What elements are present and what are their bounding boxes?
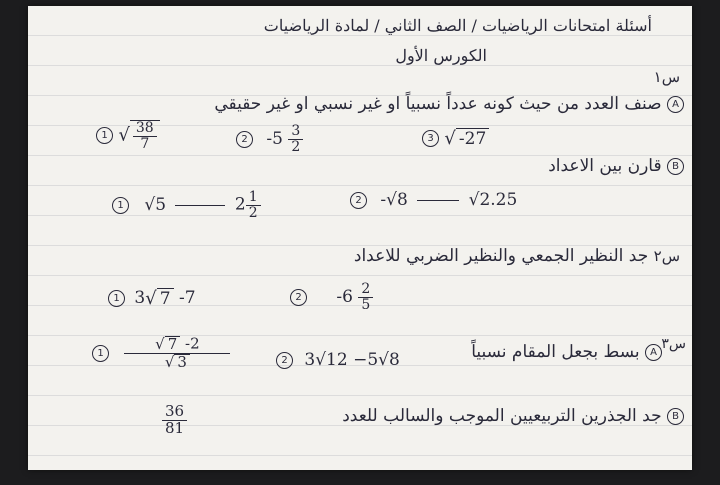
worksheet-subtitle: الكورس الأول — [395, 46, 487, 65]
q3b-denominator: 81 — [165, 418, 185, 437]
q1b-item-1-whole: 2 — [234, 194, 246, 215]
q1a-item-3-number: 3 — [422, 130, 439, 147]
q1b-item-1-number: 1 — [112, 197, 129, 214]
q1b-item-1 — [112, 190, 261, 220]
q1a-item-1-numerator: 38 — [133, 121, 157, 137]
q1a-text: صنف العدد من حيث كونه عدداً نسبياً او غير نسبي او غير حقيقي — [214, 94, 662, 114]
q2-item-1-radicand: 7 — [157, 288, 174, 309]
q1b-badge: B — [667, 158, 684, 175]
q1-label: س١ — [653, 68, 680, 86]
q1a-item-2-numerator: 3 — [288, 124, 303, 140]
q1a-item-3: 3 √ -27 — [422, 128, 489, 149]
q1b-instruction — [548, 156, 684, 176]
q2-label: س٢ — [653, 247, 680, 265]
q3a-item-1-number: 1 — [92, 345, 109, 362]
q3a-item-1-num-radicand: 7 — [165, 336, 181, 353]
q3b-badge: B — [667, 408, 684, 425]
q1a-item-1-radical: √ $\frac{38}{7}$ — [118, 120, 159, 151]
q3a-item-1-num-term: -2 — [185, 334, 200, 353]
q1a-item-2-denominator: 2 — [291, 138, 301, 155]
q1a-item-1-number: 1 — [96, 127, 113, 144]
q1a-badge: A — [667, 96, 684, 113]
q2-item-2-whole: -6 — [336, 286, 353, 307]
q1b-item-2 — [350, 190, 517, 210]
q2-item-1-term: -7 — [178, 288, 196, 308]
q3-label: س٣ — [661, 336, 686, 352]
q3a-instruction — [471, 342, 662, 362]
q3a-item-2-expression: 3√12 −5√8 — [304, 350, 400, 370]
q1b-item-1-numerator: 1 — [246, 190, 261, 206]
q1a-item-2-whole: -5 — [266, 128, 283, 149]
q1a-item-1-denominator: 7 — [140, 135, 150, 152]
q1a-item-2 — [236, 124, 303, 154]
q3a-item-2-number: 2 — [276, 352, 293, 369]
q1a-item-1 — [96, 120, 160, 151]
q3a-badge: A — [645, 344, 662, 361]
q3b-instruction — [342, 406, 684, 426]
q2-item-2-number: 2 — [290, 289, 307, 306]
q1b-item-1-denominator: 2 — [248, 204, 258, 221]
q3b-value — [162, 404, 187, 437]
q2-item-2 — [290, 282, 373, 312]
q1a-item-2-number: 2 — [236, 131, 253, 148]
q2-item-2-denominator: 5 — [361, 296, 371, 313]
q2-item-1-coefficient: 3 — [134, 288, 146, 308]
q1b-item-2-left: -√8 — [380, 190, 408, 210]
q2-item-1: 1 3√ 7 -7 — [108, 288, 196, 309]
q3a-text: بسط بجعل المقام نسبياً — [471, 342, 640, 362]
worksheet-title: أسئلة امتحانات الرياضيات / الصف الثاني / لمادة الرياضيات — [263, 16, 652, 35]
q1a-instruction — [214, 94, 684, 114]
q1b-item-2-right: √2.25 — [468, 190, 518, 210]
q2-item-1-number: 1 — [108, 290, 125, 307]
q3a-item-2 — [276, 350, 400, 370]
q3b-numerator: 36 — [162, 404, 187, 421]
q2-text: جد النظير الجمعي والنظير الضربي للاعداد — [353, 246, 649, 266]
q2-instruction — [354, 246, 680, 266]
worksheet-paper — [28, 6, 692, 470]
q2-item-2-numerator: 2 — [358, 282, 373, 298]
q3a-item-1: 1 $\frac{√ 7 -2}{√ 3}$ — [92, 336, 230, 371]
q1a-item-3-radicand: -27 — [456, 128, 489, 149]
q1b-item-2-number: 2 — [350, 192, 367, 209]
q3a-item-1-den-radicand: 3 — [174, 354, 190, 371]
q1b-text: قارن بين الاعداد — [548, 156, 662, 176]
q3b-text: جد الجذرين التربيعيين الموجب والسالب للعدد — [342, 406, 662, 426]
q1b-item-1-left: √5 — [144, 194, 167, 215]
